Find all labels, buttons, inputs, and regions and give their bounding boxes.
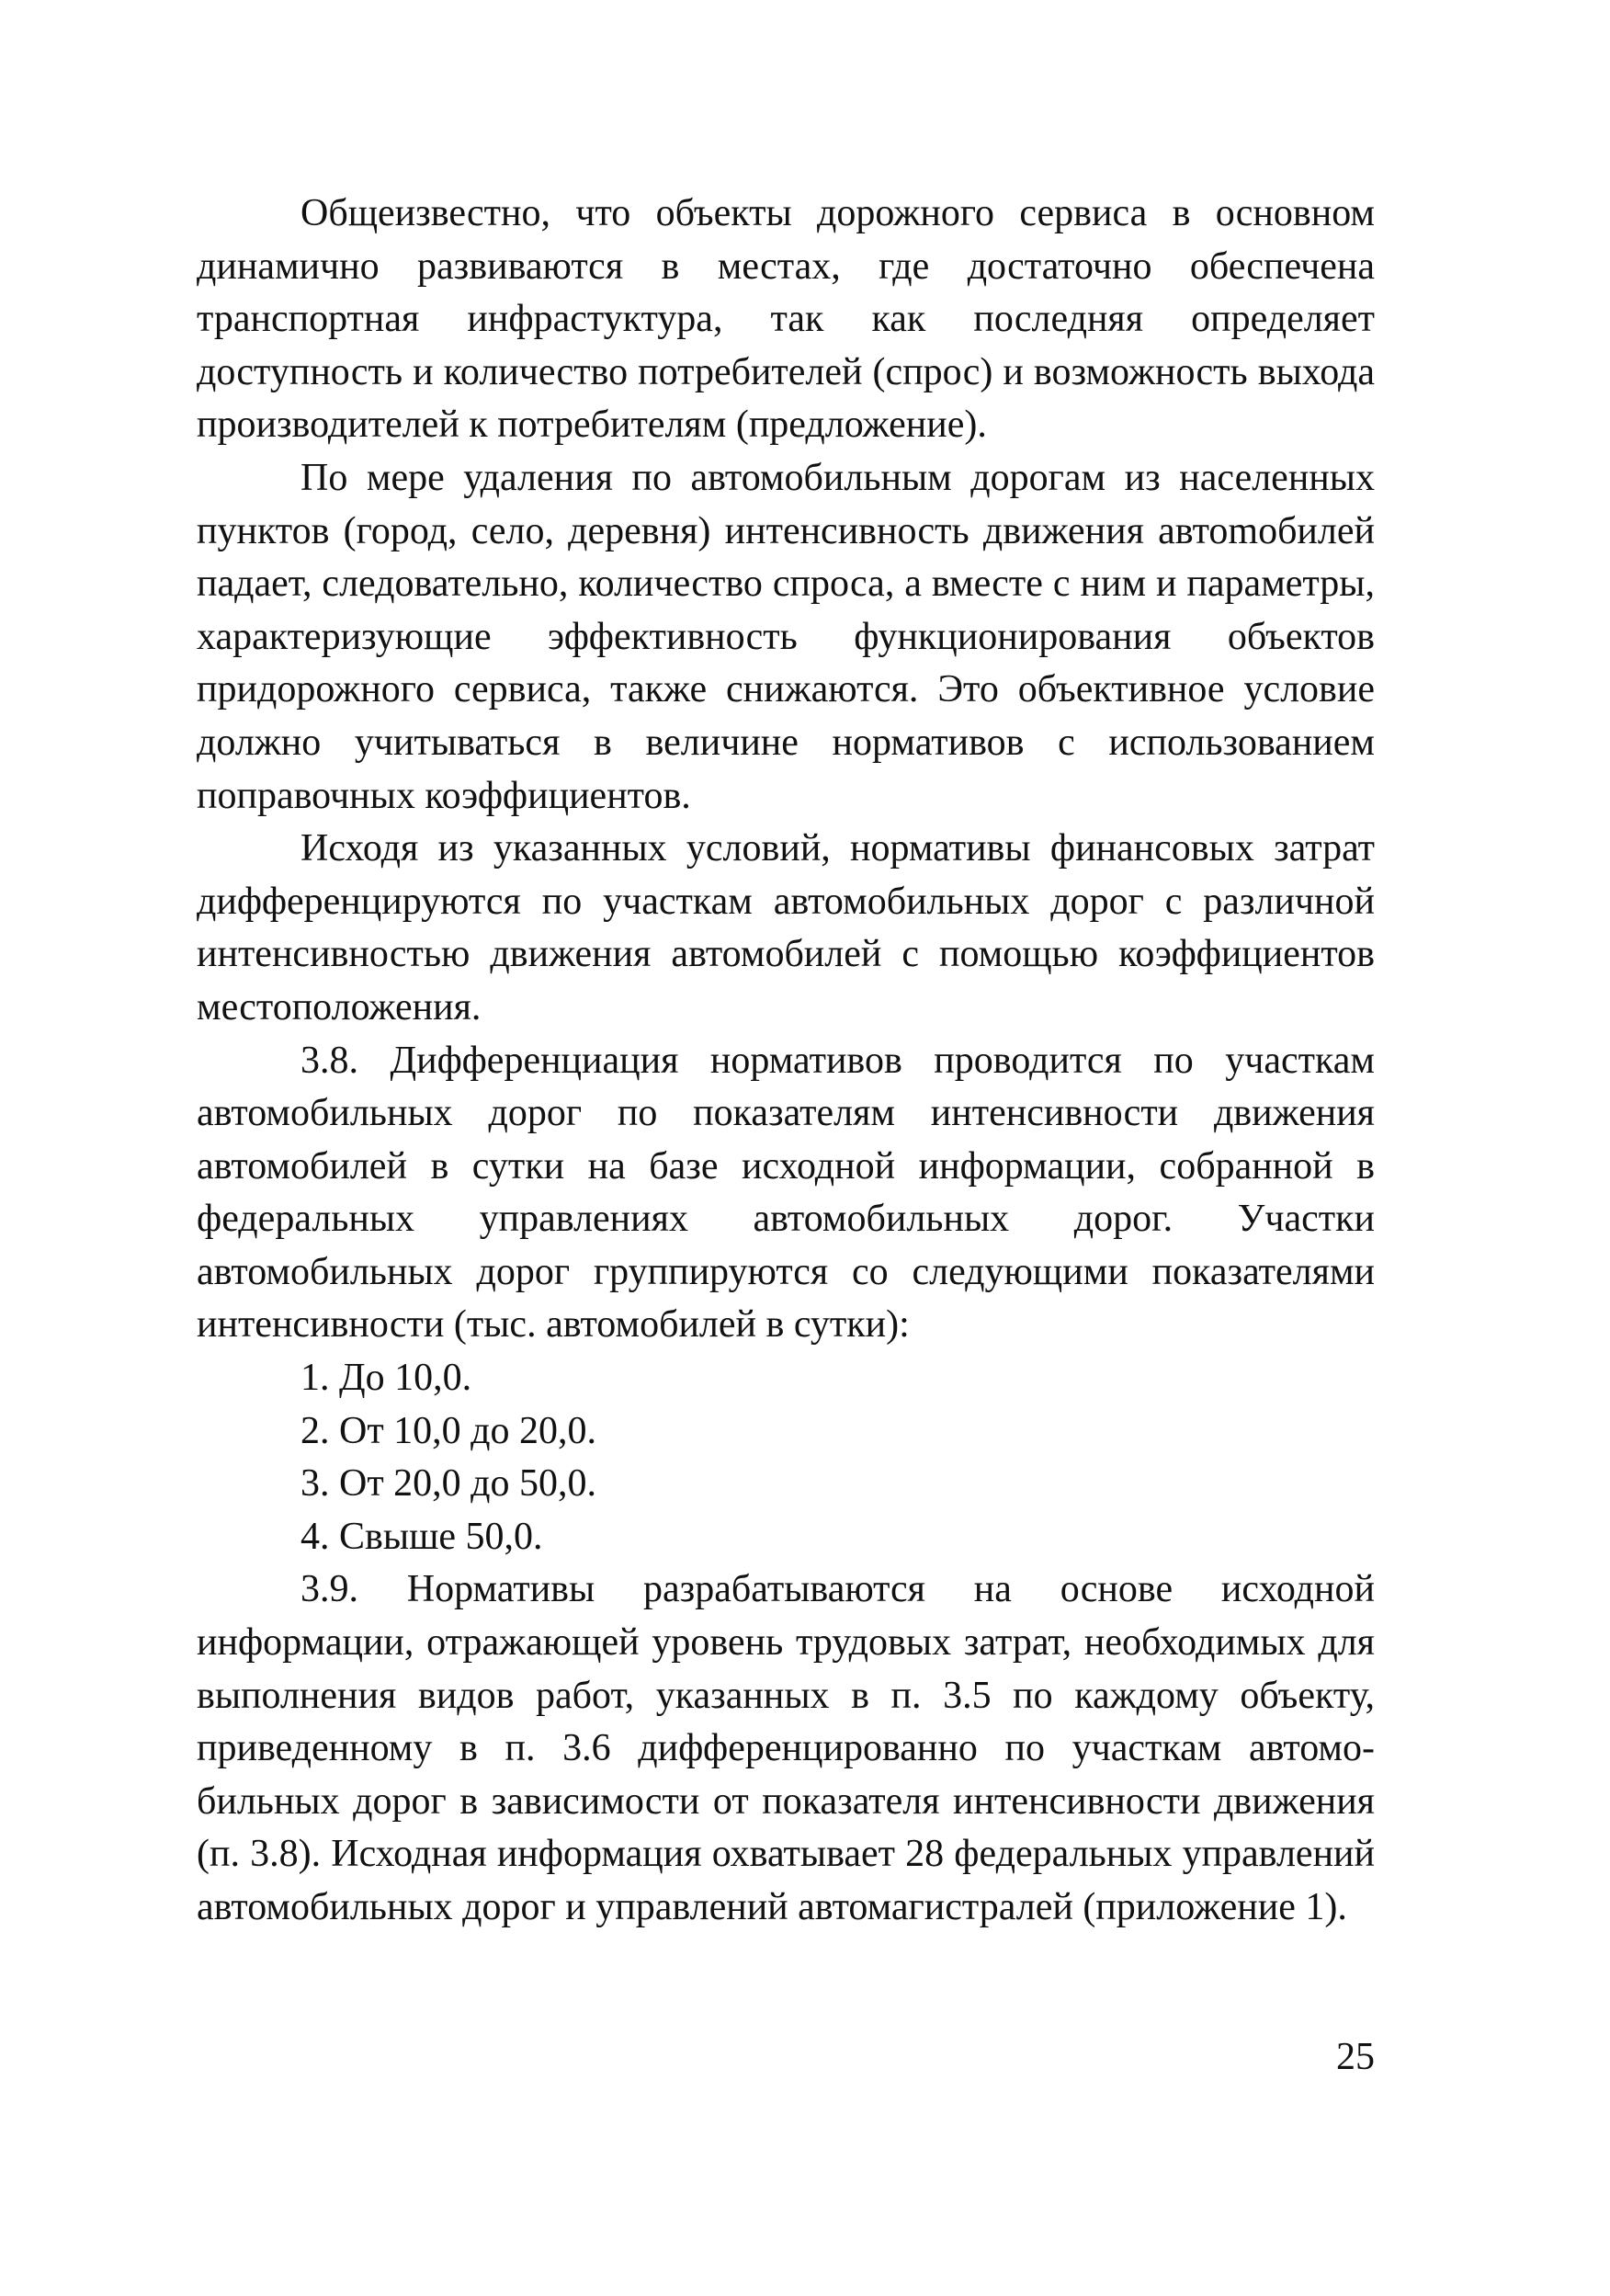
list-item: 1. До 10,0. (300, 1357, 472, 1400)
paragraph-road-service-intro: Общеизвестно, что объекты дорожного сервиса в основном динамично развиваются в местах, где достаточно обеспечена транспортная инфрастуктура, так как последняя определяет доступность и количество потребителей (спрос) и возможность выхода производителей к потребителям (предложение). (197, 192, 1375, 447)
list-item: 3. От 20,0 до 50,0. (300, 1462, 597, 1506)
list-item: 2. От 10,0 до 20,0. (300, 1409, 597, 1452)
document-page (197, 188, 1375, 1935)
list-item: 4. Свыше 50,0. (300, 1515, 543, 1558)
page-number: 25 (1336, 2036, 1375, 2078)
paragraph-location-coefficients: Исходя из указанных условий, нормативы финансовых затрат дифференцируются по участкам автомобильных дорог с различной интенсивностью движения автомобилей с помощью коэффициентов местоположения. (197, 827, 1375, 1029)
paragraph-section-3-8: 3.8. Дифференциация нормативов проводится по участкам автомобильных дорог по показателям интенсивности движения автомобилей в сутки на базе исходной информации, собранной в федеральных управлениях автомобильных дорог. Участки автомобильных дорог группируются со следующими показателями интенсивности (тыс. автомобилей в сутки): (197, 1039, 1375, 1347)
paragraph-traffic-intensity: По мере удаления по автомобильным дорогам из населенных пунктов (город, село, деревня) интенсивность движения автоmобилей падает, следовательно, количество спроса, а вместе с ним и параметры, характеризующие эффективность функционирования объектов придорожного сервиса, также снижаются. Это объективное условие должно учитываться в величине нормативов с использованием поправочных коэффициентов. (197, 456, 1375, 817)
intensity-list (197, 1352, 1375, 1563)
paragraph-section-3-9: 3.9. Нормативы разрабатываются на основе исходной информации, отражающей уровень трудовых затрат, необходимых для выполнения видов работ, указанных в п. 3.5 по каждому объекту, приведенному в п. 3.6 дифференцированно по участкам автомобильных дорог в зависимости от показателя интенсивности движения (п. 3.8). Исходная информация охватывает 28 федеральных управлений автомобильных дорог и управлений автомагистралей (приложение 1). (197, 1568, 1375, 1928)
